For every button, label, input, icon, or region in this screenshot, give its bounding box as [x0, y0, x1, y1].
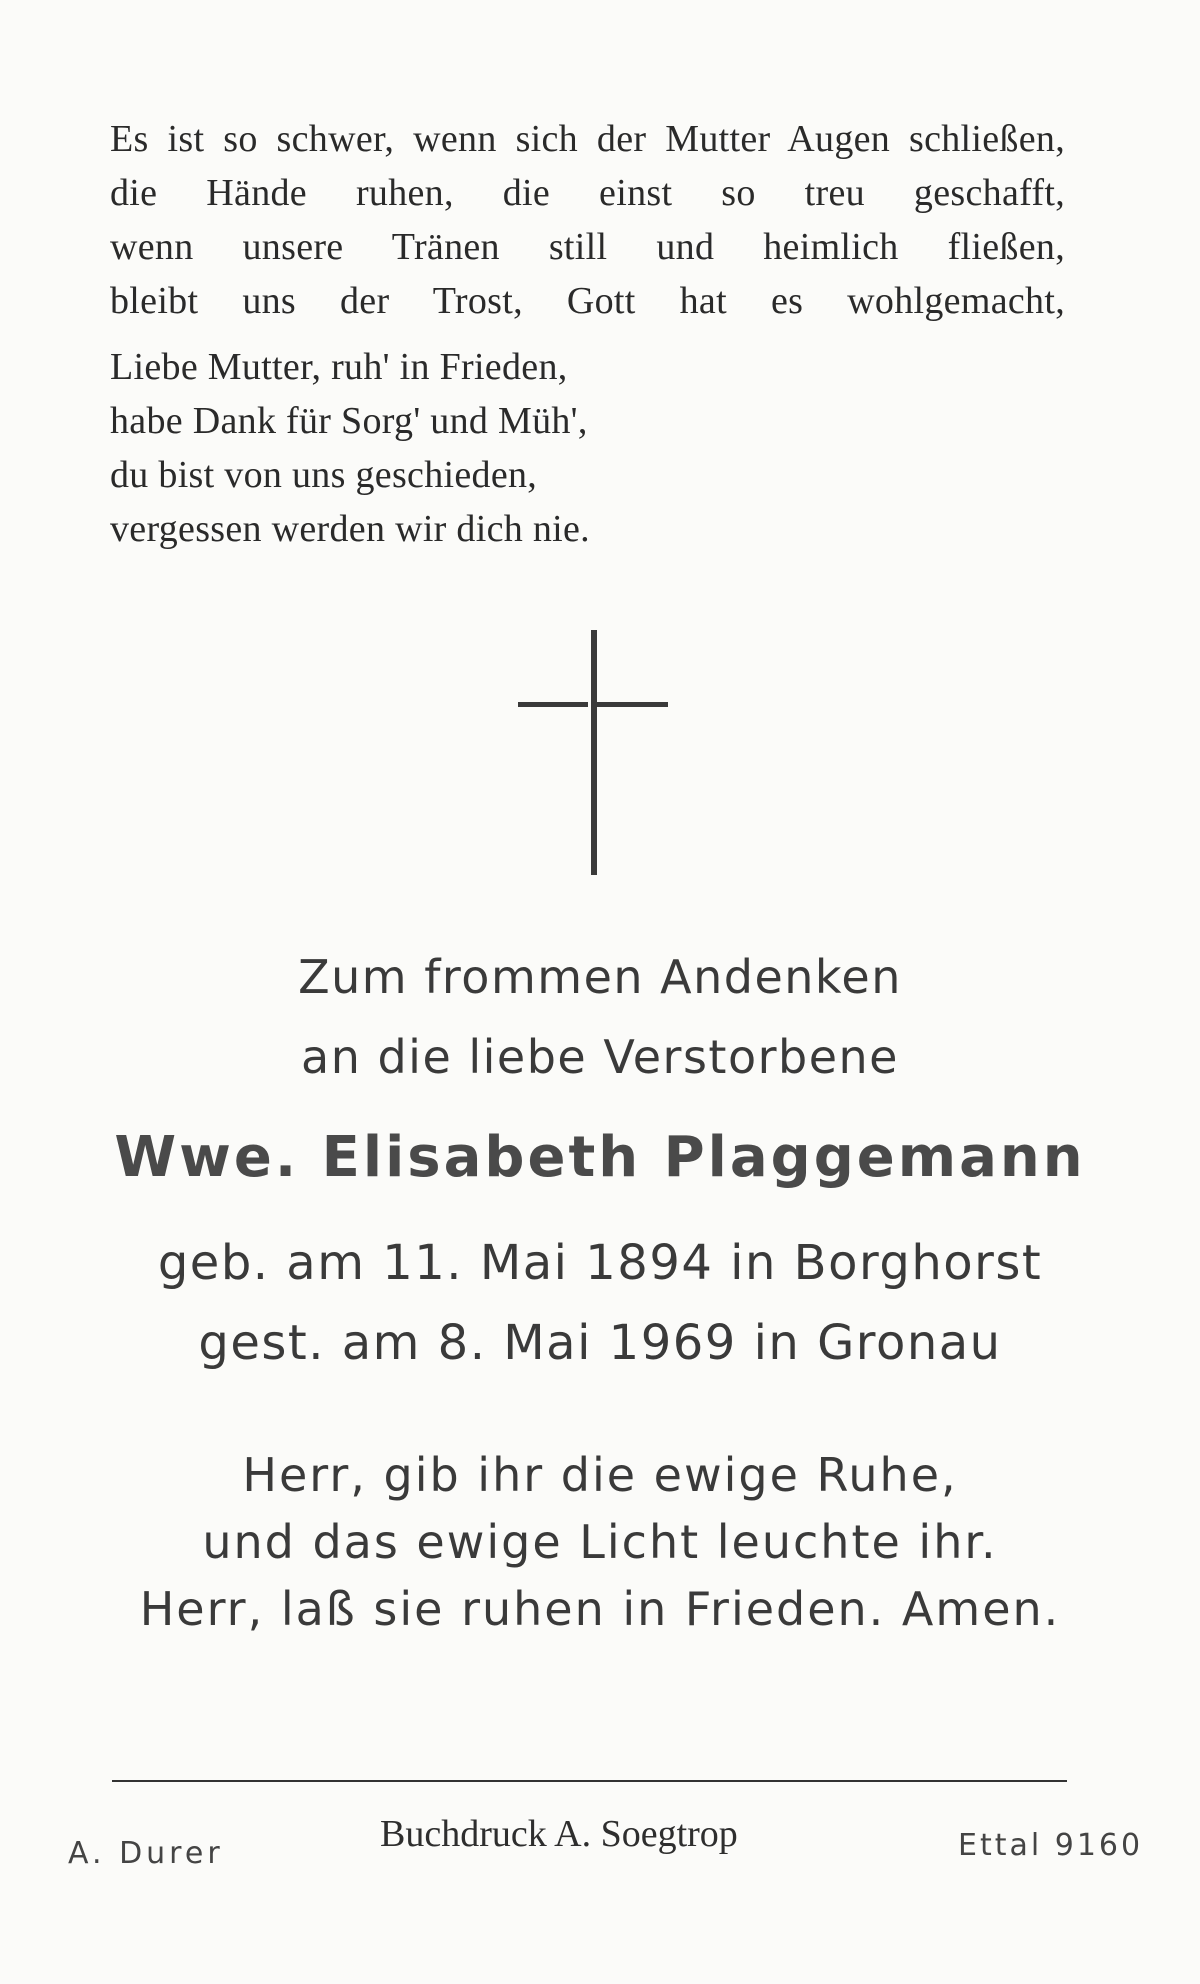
publisher-code: Ettal 9160 — [958, 1828, 1144, 1863]
poem-line: Liebe Mutter, ruh' in Frieden, — [110, 346, 568, 388]
poem-line: die Hände ruhen, die einst so treu geschafft, — [110, 172, 1065, 214]
memorial-intro-line-2: an die liebe Verstorbene — [301, 1030, 899, 1084]
footer-divider — [112, 1780, 1067, 1782]
printer-credit: Buchdruck A. Soegtrop — [380, 1813, 738, 1855]
memorial-intro-line-1: Zum frommen Andenken — [298, 950, 902, 1004]
deceased-name: Wwe. Elisabeth Plaggemann — [114, 1125, 1086, 1190]
poem-stanza-1 — [110, 112, 1110, 328]
cross-bar-gap — [588, 700, 591, 709]
poem-line: du bist von uns geschieden, — [110, 454, 538, 496]
artist-credit: A. Durer — [68, 1836, 224, 1871]
cross-horizontal-bar — [518, 702, 668, 707]
poem-stanza-2 — [110, 340, 1110, 556]
prayer-line: Herr, laß sie ruhen in Frieden. Amen. — [139, 1582, 1061, 1636]
poem — [110, 112, 1110, 556]
cross-vertical-bar — [591, 630, 597, 875]
birth-date-line: geb. am 11. Mai 1894 in Borghorst — [157, 1235, 1043, 1291]
prayer-line: und das ewige Licht leuchte ihr. — [202, 1515, 998, 1569]
poem-line: vergessen werden wir dich nie. — [110, 508, 590, 550]
death-date-line: gest. am 8. Mai 1969 in Gronau — [198, 1315, 1002, 1371]
latin-cross-icon — [518, 630, 668, 875]
poem-line: wenn unsere Tränen still und heimlich fließen, — [110, 226, 1065, 268]
poem-line: bleibt uns der Trost, Gott hat es wohlgemacht, — [110, 280, 1065, 322]
prayer-line: Herr, gib ihr die ewige Ruhe, — [242, 1448, 958, 1502]
poem-line: Es ist so schwer, wenn sich der Mutter Augen schließen, — [110, 118, 1065, 160]
poem-line: habe Dank für Sorg' und Müh', — [110, 400, 588, 442]
